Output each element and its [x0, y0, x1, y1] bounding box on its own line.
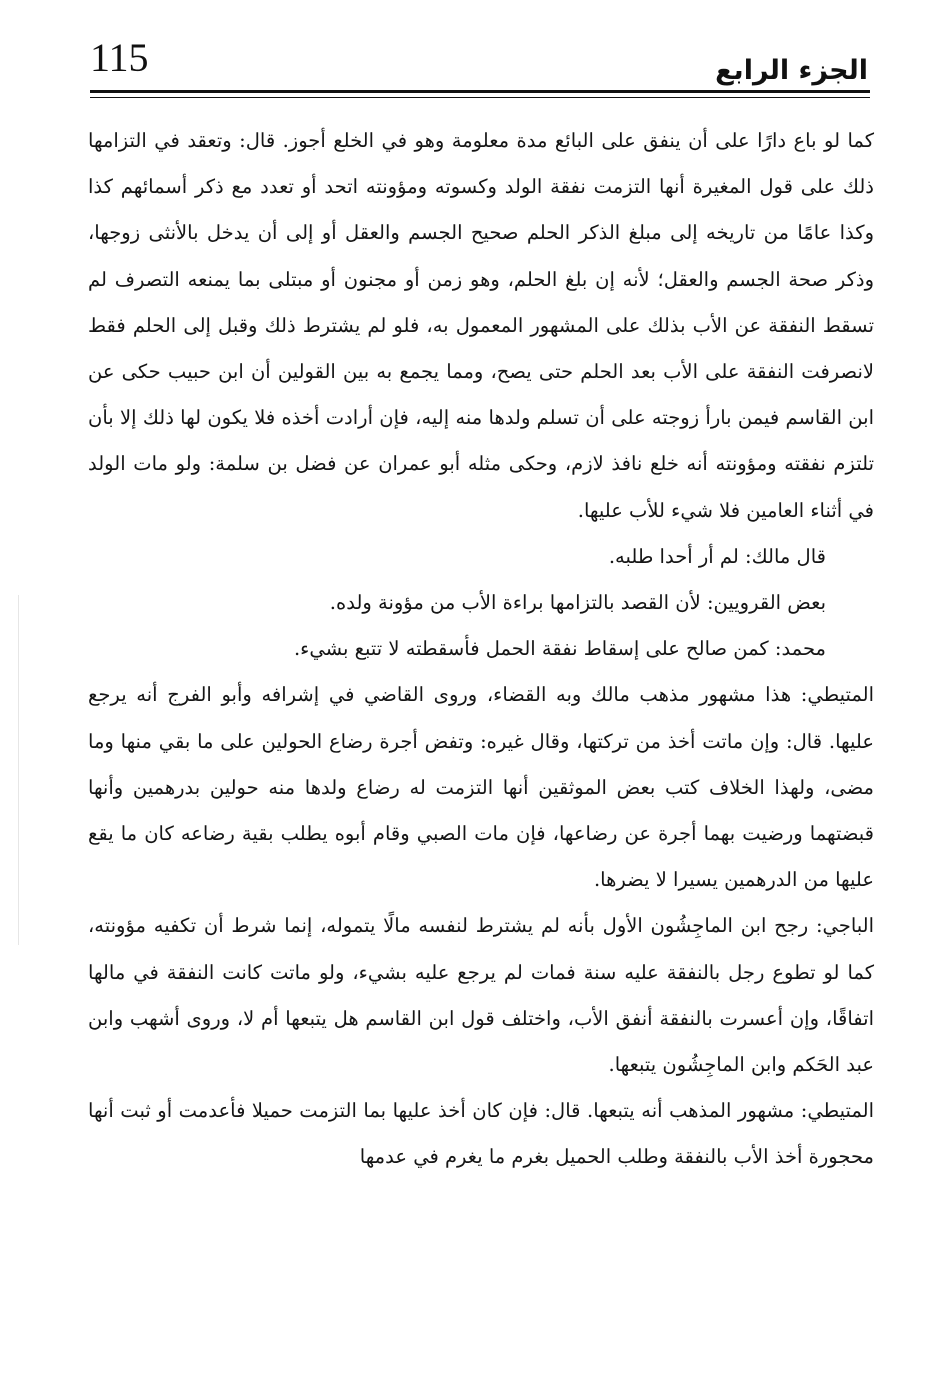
paragraph-baji: الباجي: رجح ابن الماجِشُون الأول بأنه لم يشترط لنفسه مالًا يتموله، إنما شرط أن تكفيه مؤونته، كما لو تطوع رجل بالنفقة عليه سنة فمات لم يرجع عليه بشيء، ولو ماتت كانت النفقة في مالها اتفاقًا، وإن أعسرت بالنفقة أنفق الأب، واختلف قول ابن القاسم هل يتبعها أم لا، وروى أشهب وابن عبد الحَكم وابن الماجِشُون يتبعها.: [88, 914, 874, 1077]
part-title: الجزء الرابع: [715, 55, 868, 86]
header-rule-thick: [90, 90, 870, 93]
page-header: [90, 30, 870, 98]
scan-margin-line: [18, 595, 19, 945]
header-rule-thin: [90, 97, 870, 98]
paragraph-muhammad: محمد: كمن صالح على إسقاط نفقة الحمل فأسقطته لا تتبع بشيء.: [293, 637, 826, 661]
body-text: [88, 118, 874, 1181]
paragraph-opening: كما لو باع دارًا على أن ينفق على البائع مدة معلومة وهو في الخلع أجوز. قال: وتعقد في التزامها ذلك على قول المغيرة أنها التزمت نفقة الولد وكسوته ومؤونته اتحد أو تعدد مع ذكر أسمائهم كذا وكذا عامًا من تاريخه إلى مبلغ الذكر الحلم صحيح الجسم والعقل أو إلى أن يدخل بالأنثى زوجها، وذكر صحة الجسم والعقل؛ لأنه إن بلغ الحلم، وهو زمن أو مجنون أو مبتلى بما يمنعه التصرف لم تسقط النفقة عن الأب بذلك على المشهور المعمول به، فلو لم يشترط ذلك وقبل إلى الحلم فقط لانصرفت النفقة على الأب بعد الحلم حتى يصح، ومما يجمع به بين القولين أن ابن حبيب حكى عن ابن القاسم فيمن بارأ زوجته على أن تسلم ولدها منه إليه، فإن أرادت أخذه فلا يكون لها ذلك إلا بأن تلتزم نفقته ومؤونته أنه خلع نافذ لازم، وحكى مثله أبو عمران عن فضل بن سلمة: ولو مات الولد في أثناء العامين فلا شيء للأب عليها.: [88, 129, 874, 522]
page-number: 115: [90, 35, 149, 80]
paragraph-malik: قال مالك: لم أر أحدا طلبه.: [608, 544, 826, 568]
paragraph-mutiyti-1: المتيطي: هذا مشهور مذهب مالك وبه القضاء، وروى القاضي في إشرافه وأبو الفرج أنه يرجع عليها. قال: وإن ماتت أخذ من تركتها، وقال غيره: وتفض أجرة رضاع الحولين على ما بقي منها وما مضى، ولهذا الخلاف كتب بعض الموثقين أنها التزمت له رضاع ولدها منه حولين بدرهمين وأنها قبضتهما ورضيت بهما أجرة عن رضاعها، فإن مات الصبي وقام أبوه يطلب بقية رضاعه كان ما يقع عليها من الدرهمين يسيرا لا يضرها.: [88, 683, 874, 892]
paragraph-mutiyti-2: المتيطي: مشهور المذهب أنه يتبعها. قال: فإن كان أخذ عليها بما التزمت حميلا فأعدمت أو ثبت أنها محجورة أخذ الأب بالنفقة وطلب الحميل بغرم ما يغرم في عدمها: [88, 1099, 874, 1169]
paragraph-qarawiyyin: بعض القرويين: لأن القصد بالتزامها براءة الأب من مؤونة ولده.: [329, 591, 826, 615]
